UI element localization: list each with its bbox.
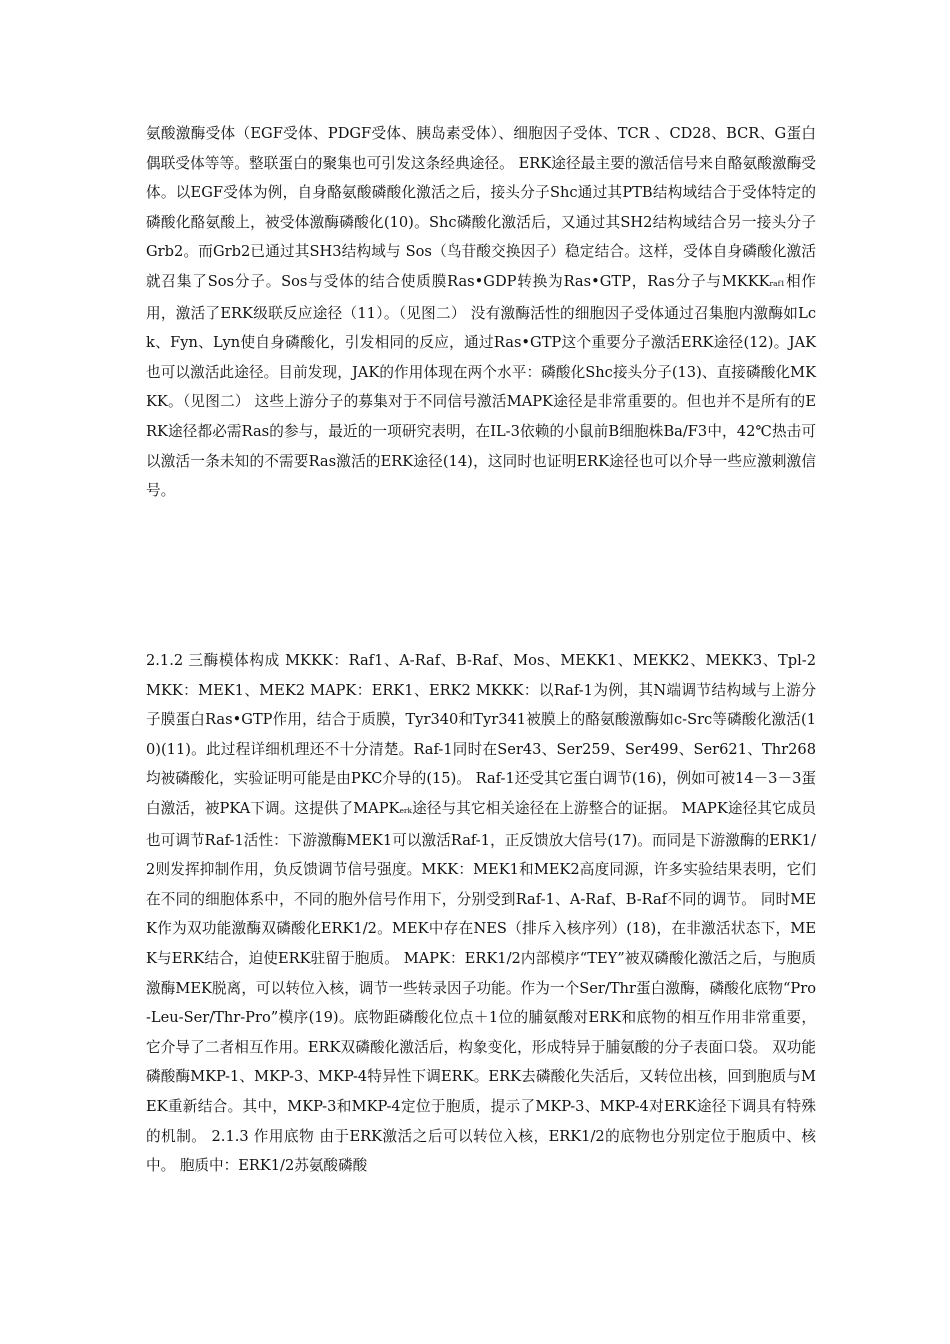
paragraph-text: 氨酸激酶受体（EGF受体、PDGF受体、胰岛素受体）、细胞因子受体、TCR 、CD28、BCR、G蛋白偶联受体等等。整联蛋白的聚集也可引发这条经典途径。 ERK途径最主要的激活信号来自酪氨酸激酶受体。以EGF受体为例，自身酪氨酸磷酸化激活之后，接头分子Shc通过其PTB结构域结合于受体特定的磷酸化酪氨酸上，被受体激酶磷酸化(10)。Shc磷酸化激活后，又通过其SH2结构域结合另一接头分子Grb2。而Grb2已通过其SH3结构域与 Sos（鸟苷酸交换因子）稳定结合。这样，受体自身磷酸化激活就召集了Sos分子。Sos与受体的结合使质膜Ras•GDP转换为Ras•GTP，Ras分子与MKKK — [146, 125, 816, 290]
paragraph-text: 途径与其它相关途径在上游整合的证据。 MAPK途径其它成员也可调节Raf-1活性：下游激酶MEK1可以激活Raf-1，正反馈放大信号(17)。而同是下游激酶的ERK1/2则发挥抑制作用，负反馈调节信号强度。MKK：MEK1和MEK2高度同源，许多实验结果表明，它们在不同的细胞体系中，不同的胞外信号作用下，分别受到Raf-1、A-Raf、B-Raf不同的调节。 同时MEK作为双功能激酶双磷酸化ERK1/2。MEK中存在NES（排斥入核序列）(18)，在非激活状态下，MEK与ERK结合，迫使ERK驻留于胞质。 MAPK：ERK1/2内部模序“TEY”被双磷酸化激活之后，与胞质激酶MEK脱离，可以转位入核，调节一些转录因子功能。作为一个Ser/Thr蛋白激酶，磷酸化底物“Pro-Leu-Ser/Thr-Pro”模序(19)。底物距磷酸化位点＋1位的脯氨酸对ERK和底物的相互作用非常重要，它介导了二者相互作用。ERK双磷酸化激活后，构象变化，形成特异于脯氨酸的分子表面口袋。 双功能磷酸酶MKP-1、MKP-3、MKP-4特异性下调ERK。ERK去磷酸化失活后，又转位出核，回到胞质与MEK重新结合。其中，MKP-3和MKP-4定位于胞质，提示了MKP-3、MKP-4对ERK途径下调具有特殊的机制。 2.1.3 作用底物 由于ERK激活之后可以转位入核，ERK1/2的底物也分别定位于胞质中、核中。 胞质中：ERK1/2苏氨酸磷酸 — [146, 799, 816, 1175]
subscript-label: raf1 — [769, 278, 786, 288]
subscript-label: erk — [399, 805, 413, 815]
paragraph-text: 相作用，激活了ERK级联反应途径（11）。（见图二） 没有激酶活性的细胞因子受体通过召集胞内激酶如Lck、Fyn、Lyn使自身磷酸化，引发相同的反应，通过Ras•GTP这个重要分子激活ERK途径(12)。JAK也可以激活此途径。目前发现，JAK的作用体现在两个水平：磷酸化Shc接头分子(13)、直接磷酸化MKKK。（见图二） 这些上游分子的募集对于不同信号激活MAPK途径是非常重要的。但也并不是所有的ERK途径都必需Ras的参与，最近的一项研究表明，在IL-3依赖的小鼠前B细胞株Ba/F3中，42℃热击可以激活一条未知的不需要Ras激活的ERK途径(14)，这同时也证明ERK途径也可以介导一些应激刺激信号。 — [146, 272, 816, 500]
paragraph-three-enzyme-module — [146, 646, 816, 1181]
paragraph-erk-activation — [146, 119, 816, 506]
paragraph-text: 2.1.2 三酶模体构成 MKKK：Raf1、A-Raf、B-Raf、Mos、MEKK1、MEKK2、MEKK3、Tpl-2 MKK：MEK1、MEK2 MAPK：ERK1、ERK2 MKKK：以Raf-1为例，其N端调节结构域与上游分子膜蛋白Ras•GTP作用，结合于质膜，Tyr340和Tyr341被膜上的酪氨酸激酶如c-Src等磷酸化激活(10)(11)。此过程详细机理还不十分清楚。Raf-1同时在Ser43、Ser259、Ser499、Ser621、Thr268均被磷酸化，实验证明可能是由PKC介导的(15)。 Raf-1还受其它蛋白调节(16)，例如可被14－3－3蛋白激活，被PKA下调。这提供了MAPK — [146, 652, 816, 817]
